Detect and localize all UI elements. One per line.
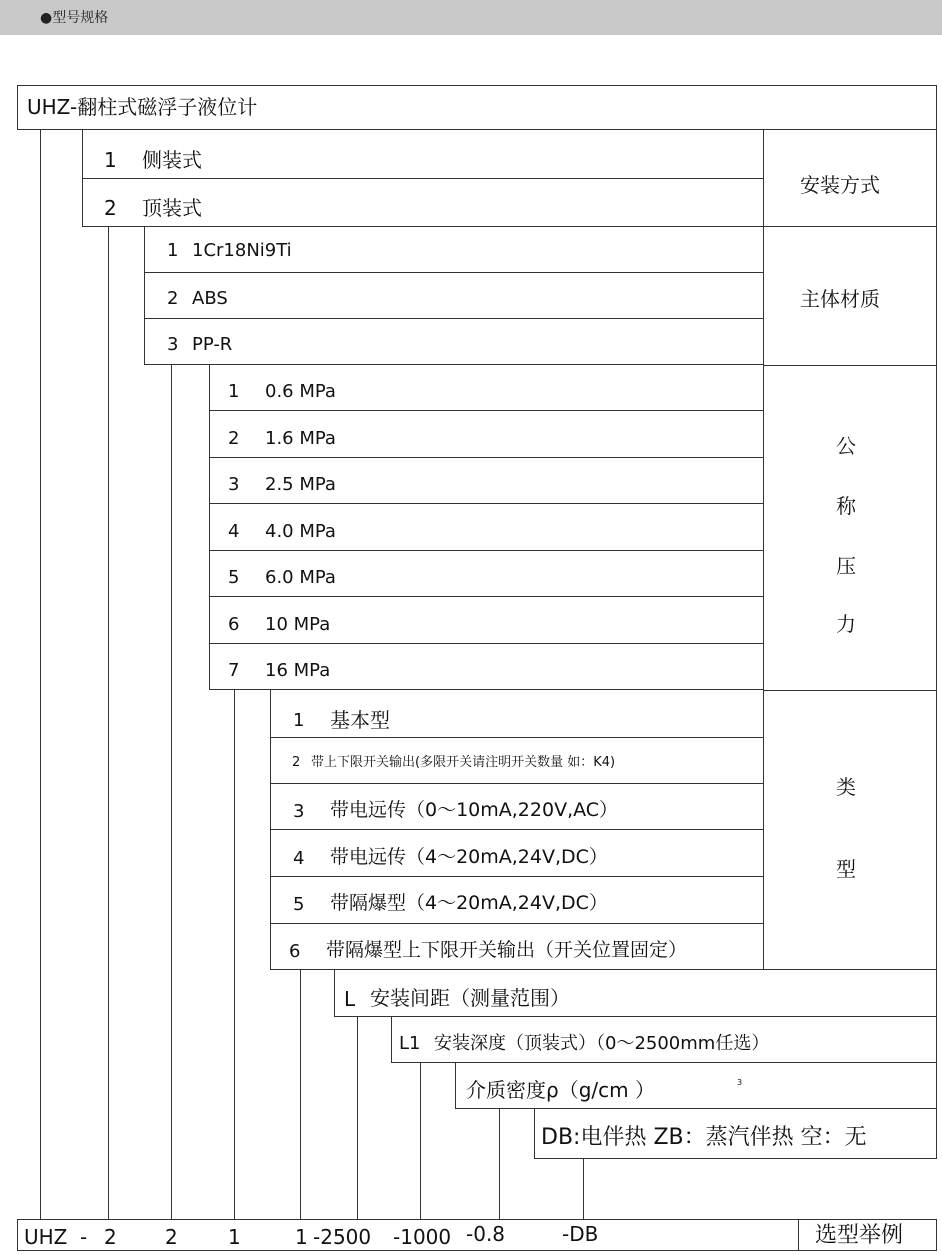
pressure-label-char: 称 (836, 494, 856, 518)
type-option-text: 带隔爆型上下限开关输出（开关位置固定） (326, 939, 688, 961)
pressure-option-code: 6 (228, 614, 240, 635)
material-label: 主体材质 (800, 287, 880, 311)
pressure-option-text: 10 MPa (265, 614, 331, 635)
material-option-text: 1Cr18Ni9Ti (192, 240, 292, 261)
pressure-label-char: 力 (836, 612, 856, 636)
mount-option-text: 侧装式 (142, 148, 202, 172)
pressure-option-text: 6.0 MPa (265, 567, 336, 588)
pressure-option-text: 4.0 MPa (265, 521, 336, 542)
type-option-text: 带上下限开关输出(多限开关请注明开关数量 如：K4) (311, 755, 616, 770)
type-option-code: 1 (293, 710, 305, 731)
pressure-option-code: 1 (228, 381, 240, 402)
mounting-label: 安装方式 (800, 173, 880, 197)
depth-code: L1 (399, 1033, 421, 1054)
pressure-option-text: 2.5 MPa (265, 474, 336, 495)
type-option-code: 3 (293, 801, 305, 822)
depth-text: 安装深度（顶装式）（0～2500mm任选） (434, 1033, 770, 1054)
type-option-code: 2 (292, 755, 301, 770)
example-part: - (80, 1225, 88, 1249)
pressure-option-code: 5 (228, 567, 240, 588)
pressure-label-char: 公 (836, 434, 856, 458)
spacing-code: L (344, 987, 356, 1011)
example-part: -2500 (313, 1225, 372, 1249)
material-option-text: PP-R (192, 334, 233, 355)
pressure-option-code: 7 (228, 660, 240, 681)
example-part: 1 (295, 1225, 308, 1249)
pressure-option-text: 16 MPa (265, 660, 331, 681)
type-option-text: 带电远传（0～10mA,220V,AC） (330, 799, 619, 821)
type-option-text: 带隔爆型（4～20mA,24V,DC） (330, 892, 608, 914)
spacing-text: 安装间距（测量范围） (370, 986, 570, 1010)
example-part: -DB (562, 1222, 599, 1246)
example-label: 选型举例 (815, 1223, 904, 1248)
example-part: 1 (228, 1225, 241, 1249)
material-option-code: 2 (167, 288, 179, 309)
pressure-option-text: 0.6 MPa (265, 381, 336, 402)
type-label-char: 类 (836, 775, 856, 799)
density-superscript: 3 (737, 1078, 743, 1087)
density-text: 介质密度ρ（g/cm ） (466, 1078, 655, 1102)
pressure-option-text: 1.6 MPa (265, 428, 336, 449)
example-part: -1000 (393, 1225, 452, 1249)
section-header-bar (0, 0, 942, 35)
mount-option-text: 顶装式 (142, 196, 202, 220)
material-option-code: 3 (167, 334, 179, 355)
pressure-option-code: 3 (228, 474, 240, 495)
pressure-option-code: 2 (228, 428, 240, 449)
example-part: UHZ (24, 1225, 68, 1249)
example-part: -0.8 (466, 1222, 506, 1246)
pressure-option-code: 4 (228, 521, 240, 542)
type-option-code: 4 (293, 848, 305, 869)
type-option-code: 6 (289, 941, 301, 962)
mount-option-code: 2 (104, 196, 117, 220)
example-part: 2 (165, 1225, 178, 1249)
mount-option-code: 1 (104, 148, 117, 172)
pressure-label-char: 压 (836, 554, 856, 578)
material-option-code: 1 (167, 240, 179, 261)
type-option-text: 带电远传（4～20mA,24V,DC） (330, 846, 608, 868)
material-option-text: ABS (192, 288, 228, 309)
section-title: ●型号规格 (40, 10, 109, 26)
example-part: 2 (104, 1225, 117, 1249)
type-option-code: 5 (293, 894, 305, 915)
heating-text: DB:电伴热 ZB：蒸汽伴热 空：无 (541, 1125, 867, 1150)
type-label-char: 型 (836, 857, 856, 881)
product-title: UHZ-翻柱式磁浮子液位计 (27, 95, 258, 119)
type-option-text: 基本型 (330, 708, 390, 732)
